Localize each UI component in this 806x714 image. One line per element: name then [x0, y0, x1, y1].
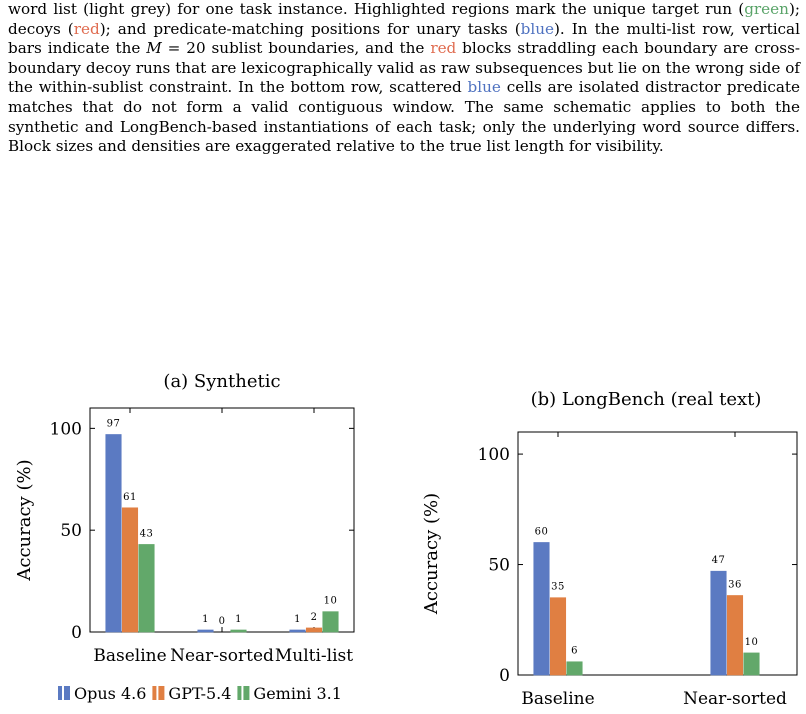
bar-data-label: 1	[202, 613, 209, 625]
bar	[550, 598, 566, 675]
bar	[744, 653, 760, 675]
x-tick-label: Baseline	[93, 646, 167, 666]
bar-data-label: 0	[218, 616, 226, 627]
legend-swatch	[64, 686, 70, 700]
bar	[711, 571, 727, 675]
legend-swatch	[58, 686, 62, 700]
legend-swatch	[158, 686, 164, 700]
bar-data-label: 1	[294, 613, 301, 625]
chart-title: (b) LongBench (real text)	[530, 389, 762, 410]
legend-label: Gemini 3.1	[253, 684, 342, 703]
y-tick-label: 0	[71, 623, 82, 643]
legend-swatch	[237, 686, 241, 700]
y-axis-label: Accuracy (%)	[14, 459, 35, 581]
bar-data-label: 10	[744, 636, 759, 648]
chart-title: (a) Synthetic	[163, 371, 281, 392]
y-tick-label: 0	[499, 666, 510, 686]
chart-panel-1	[14, 371, 354, 703]
y-tick-label: 100	[49, 419, 82, 440]
figure-caption: word list (light grey) for one task instance. Highlighted regions mark the unique target run (green); decoys (red); and predicate-matching positions for unary tasks (blue). In the multi-list row, vertical bars indicate the M = 20 sublist boundaries, and the red blocks straddling each boundary are cross-boundary decoy runs that are lexicographically valid as raw subsequences but lie on the wrong side of the within-sublist constraint. In the bottom row, scattered blue cells are isolated distractor predicate matches that do not form a valid contiguous window. The same schematic applies to both the synthetic and LongBench-based instantiations of each task; only the underlying word source differs. Block sizes and densities are exaggerated relative to the true list length for visibility.	[8, 0, 801, 156]
bar-data-label: 97	[106, 418, 121, 430]
legend	[58, 684, 342, 703]
bar-data-label: 47	[711, 555, 726, 567]
bar	[727, 595, 743, 675]
bar-data-label: 36	[728, 579, 742, 591]
bar-data-label: 60	[534, 526, 549, 538]
bar	[323, 612, 339, 632]
bar	[306, 628, 322, 632]
bar	[122, 508, 138, 632]
bar-data-label: 10	[323, 595, 338, 607]
bar	[231, 630, 247, 632]
legend-label: GPT-5.4	[168, 684, 232, 703]
chart-panel-2	[421, 389, 797, 709]
bar-data-label: 1	[235, 613, 242, 625]
x-tick-label: Near-sorted	[170, 646, 274, 666]
bar-data-label: 35	[551, 581, 565, 593]
bar	[106, 434, 122, 632]
y-tick-label: 100	[477, 445, 510, 466]
y-axis-label: Accuracy (%)	[421, 492, 442, 615]
x-tick-label: Baseline	[521, 689, 595, 709]
legend-label: Opus 4.6	[74, 684, 147, 703]
x-tick-label: Multi-list	[274, 646, 354, 666]
y-tick-label: 50	[488, 555, 510, 576]
bar	[534, 542, 550, 675]
legend-swatch	[152, 686, 156, 700]
bar	[290, 630, 306, 632]
bar-data-label: 6	[571, 645, 578, 657]
bar	[567, 662, 583, 675]
legend-swatch	[243, 686, 249, 700]
bar	[198, 630, 214, 632]
bar-data-label: 43	[139, 528, 154, 540]
bar	[139, 544, 155, 632]
y-tick-label: 50	[60, 521, 82, 542]
bar-data-label: 61	[123, 491, 137, 503]
x-tick-label: Near-sorted	[683, 689, 787, 709]
bar-data-label: 2	[310, 611, 318, 623]
